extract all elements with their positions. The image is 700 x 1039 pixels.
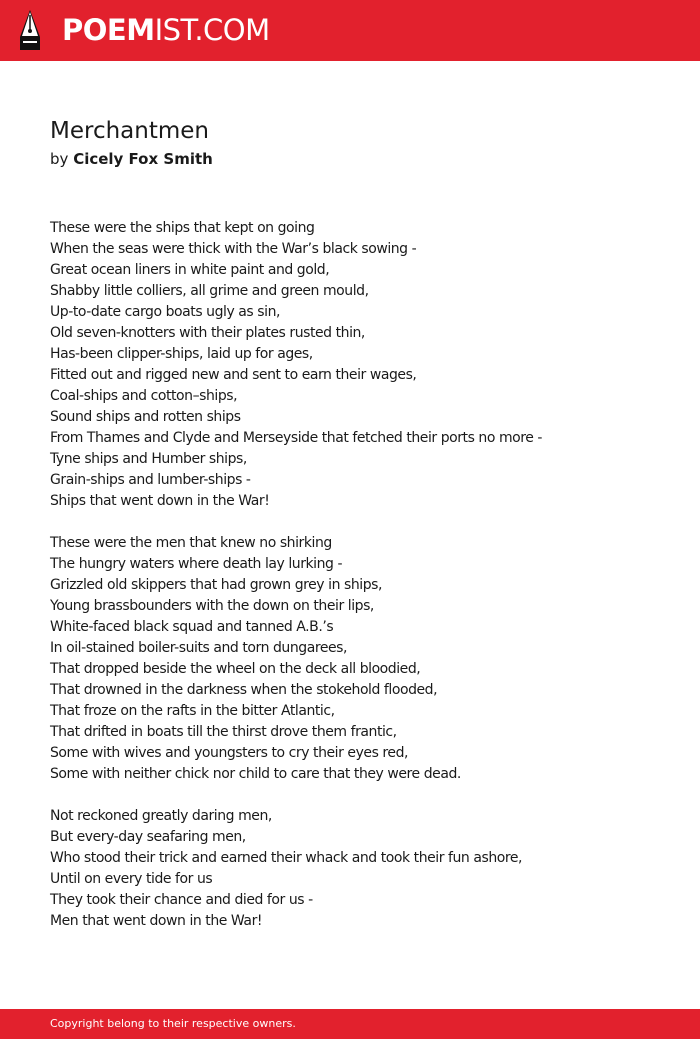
stanza	[50, 533, 670, 785]
poem-line: Sound ships and rotten ships	[50, 409, 241, 425]
poem-line: They took their chance and died for us -	[50, 892, 313, 908]
poem-line: Up-to-date cargo boats ugly as sin,	[50, 304, 280, 320]
poem-line: Ships that went down in the War!	[50, 493, 270, 509]
poem-line: Grizzled old skippers that had grown grey in ships,	[50, 577, 382, 593]
site-header	[0, 0, 700, 61]
poem-line: Shabby little colliers, all grime and green mould,	[50, 283, 369, 299]
copyright-text: Copyright belong to their respective owners.	[50, 1017, 296, 1030]
brand-light: IST.COM	[154, 13, 270, 47]
poem-line: These were the ships that kept on going	[50, 220, 315, 236]
poem-line: Some with neither chick nor child to care that they were dead.	[50, 766, 461, 782]
poem-line: When the seas were thick with the War’s black sowing -	[50, 241, 417, 257]
poem-line: But every-day seafaring men,	[50, 829, 246, 845]
site-footer	[0, 1009, 700, 1039]
poem-line: That froze on the rafts in the bitter Atlantic,	[50, 703, 335, 719]
poem-line: Coal-ships and cotton–ships,	[50, 388, 238, 404]
pen-nib-icon[interactable]	[18, 9, 42, 51]
poem-line: Who stood their trick and earned their whack and took their fun ashore,	[50, 850, 523, 866]
poem-line: From Thames and Clyde and Merseyside that fetched their ports no more -	[50, 430, 543, 446]
poem-line: Has-been clipper-ships, laid up for ages,	[50, 346, 313, 362]
author-name: Cicely Fox Smith	[73, 150, 213, 168]
poem-line: Young brassbounders with the down on their lips,	[50, 598, 374, 614]
poem-line: These were the men that knew no shirking	[50, 535, 332, 551]
stanza	[50, 806, 670, 932]
by-label: by	[50, 150, 69, 168]
poem-body	[50, 218, 670, 953]
poem-line: That dropped beside the wheel on the deck all bloodied,	[50, 661, 421, 677]
poem-line: Some with wives and youngsters to cry their eyes red,	[50, 745, 409, 761]
poem-line: That drifted in boats till the thirst drove them frantic,	[50, 724, 397, 740]
poem-line: Grain-ships and lumber-ships -	[50, 472, 251, 488]
brand-bold: POEM	[62, 13, 155, 47]
poem-byline	[50, 148, 213, 170]
poem-line: Until on every tide for us	[50, 871, 213, 887]
poem-line: Tyne ships and Humber ships,	[50, 451, 247, 467]
poem-line: That drowned in the darkness when the stokehold flooded,	[50, 682, 438, 698]
stanza	[50, 218, 670, 512]
poem-line: Great ocean liners in white paint and gold,	[50, 262, 330, 278]
poem-line: In oil-stained boiler-suits and torn dungarees,	[50, 640, 348, 656]
poem-line: Fitted out and rigged new and sent to earn their wages,	[50, 367, 417, 383]
poem-line: Old seven-knotters with their plates rusted thin,	[50, 325, 365, 341]
poem-line: The hungry waters where death lay lurking -	[50, 556, 343, 572]
site-logo-text[interactable]	[62, 13, 270, 47]
poem-line: Men that went down in the War!	[50, 913, 263, 929]
poem-line: Not reckoned greatly daring men,	[50, 808, 272, 824]
poem-line: White-faced black squad and tanned A.B.’s	[50, 619, 334, 635]
poem-title: Merchantmen	[50, 118, 209, 144]
